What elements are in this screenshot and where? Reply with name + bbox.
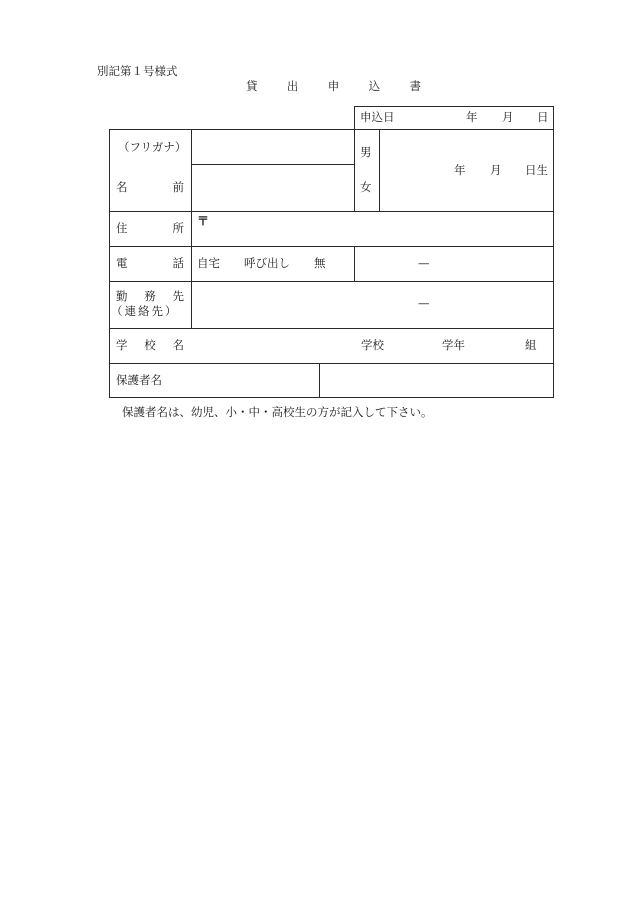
table-line bbox=[354, 106, 355, 212]
title-char: 書 bbox=[409, 79, 421, 93]
birth-year-label: 年 bbox=[454, 163, 466, 177]
address-label-char: 住 bbox=[116, 221, 128, 235]
postal-mark: 〒 bbox=[197, 214, 210, 228]
table-line bbox=[553, 106, 554, 398]
table-line bbox=[379, 129, 380, 211]
birth-day-label: 日生 bbox=[525, 163, 548, 177]
title-char: 申 bbox=[327, 79, 340, 93]
workplace-label-char: 先 bbox=[172, 289, 184, 303]
class-label: 組 bbox=[525, 338, 537, 352]
phone-none-option[interactable]: 無 bbox=[314, 256, 326, 270]
guardian-label: 保護者名 bbox=[116, 373, 162, 387]
table-line bbox=[109, 281, 553, 282]
title-char: 貸 bbox=[246, 79, 258, 93]
workplace-label-char: 勤 bbox=[116, 289, 128, 303]
name-label-char: 前 bbox=[172, 180, 184, 194]
address-label bbox=[116, 223, 184, 235]
table-line bbox=[354, 106, 553, 107]
school-label-char: 校 bbox=[144, 338, 156, 352]
address-label-char: 所 bbox=[172, 221, 184, 235]
school-label bbox=[116, 340, 184, 352]
workplace-contact-label: （連絡先） bbox=[111, 304, 179, 318]
table-line bbox=[109, 397, 553, 398]
school-suffix-label: 学校 bbox=[361, 338, 384, 352]
phone-label bbox=[116, 258, 184, 270]
guardian-note: 保護者名は、幼児、小・中・高校生の方が記入して下さい。 bbox=[122, 405, 433, 419]
gender-female-option[interactable]: 女 bbox=[360, 180, 372, 194]
school-label-char: 名 bbox=[172, 338, 184, 352]
workplace-label-char: 務 bbox=[144, 289, 156, 303]
application-day-label: 日 bbox=[537, 110, 549, 124]
birth-month-label: 月 bbox=[490, 163, 502, 177]
form-number-label: 別記第１号様式 bbox=[97, 64, 178, 78]
form-title bbox=[246, 81, 421, 93]
phone-number-dash: — bbox=[418, 256, 430, 270]
application-month-label: 月 bbox=[502, 110, 514, 124]
address-field[interactable] bbox=[192, 212, 553, 246]
workplace-label bbox=[116, 291, 184, 303]
table-line bbox=[109, 129, 110, 398]
furigana-label: （フリガナ） bbox=[118, 140, 187, 154]
name-label-char: 名 bbox=[116, 180, 128, 194]
workplace-dash: — bbox=[418, 296, 430, 310]
title-char: 込 bbox=[368, 79, 381, 93]
grade-label: 学年 bbox=[442, 338, 465, 352]
table-line bbox=[354, 246, 355, 281]
phone-label-char: 電 bbox=[116, 256, 128, 270]
name-label bbox=[116, 182, 184, 194]
guardian-field[interactable] bbox=[320, 364, 553, 397]
phone-label-char: 話 bbox=[172, 256, 184, 270]
application-year-label: 年 bbox=[466, 110, 478, 124]
school-label-char: 学 bbox=[116, 338, 128, 352]
phone-call-option[interactable]: 呼び出し bbox=[244, 256, 290, 270]
phone-home-option[interactable]: 自宅 bbox=[197, 256, 220, 270]
furigana-field[interactable] bbox=[191, 129, 354, 164]
name-field[interactable] bbox=[191, 165, 354, 211]
table-line bbox=[109, 328, 553, 329]
gender-male-option[interactable]: 男 bbox=[360, 145, 372, 159]
title-char: 出 bbox=[286, 79, 299, 93]
table-line bbox=[109, 246, 553, 247]
application-date-label: 申込日 bbox=[360, 110, 395, 124]
